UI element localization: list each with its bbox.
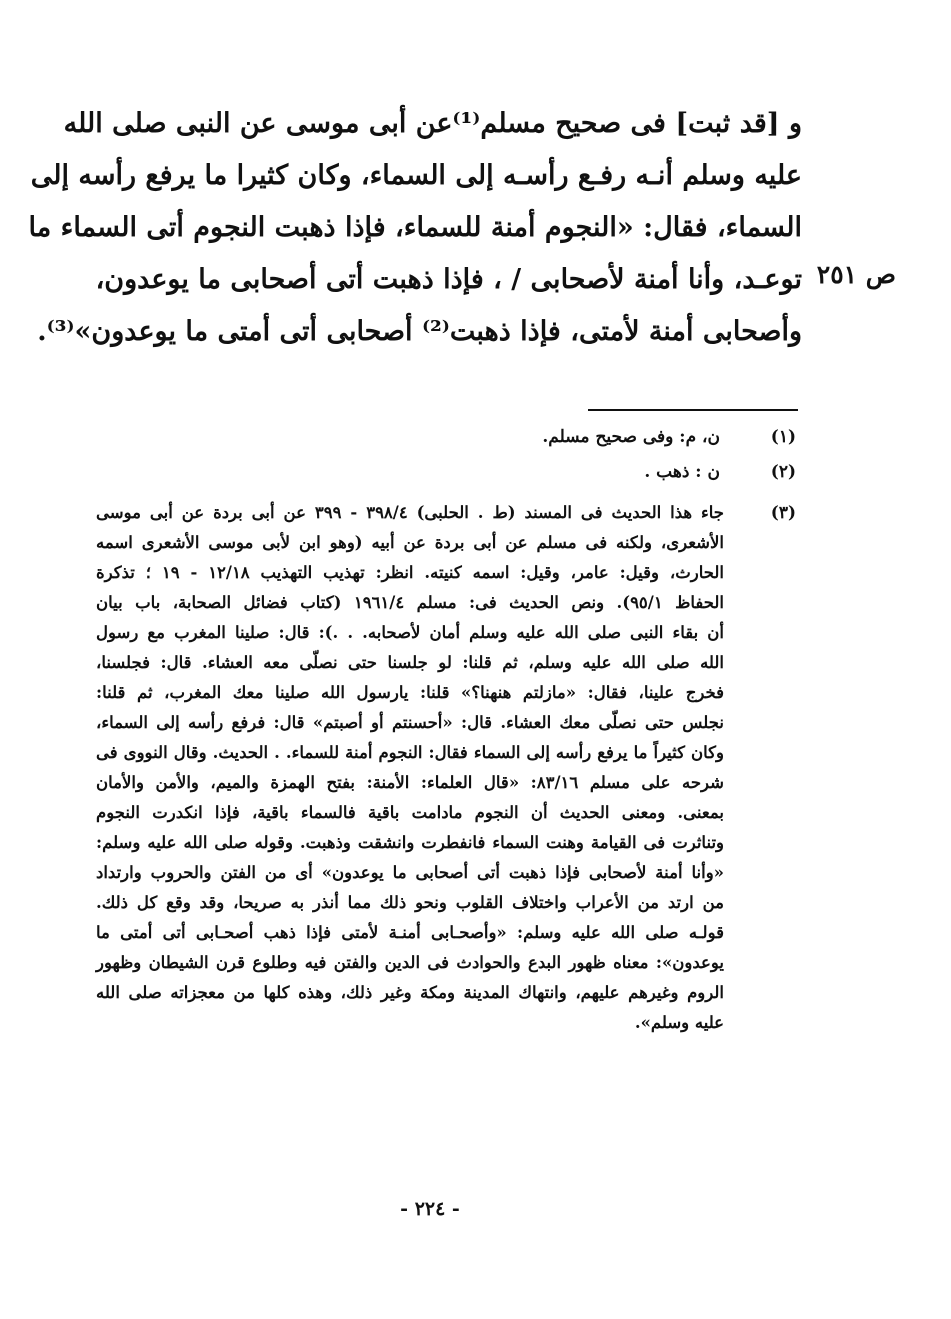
footnote-line: عليه وسلم». [634,1013,724,1032]
footnote-3-number: (٣) [770,503,796,523]
footnote-number: (١) [770,427,796,447]
footnote-line: بمعنى. ومعنى الحديث أن النجوم مادامت باقية فالسماء باقية، فإذا انكدرت النجوم [96,803,724,822]
footnote-line: فخرج علينا، فقال: «مازلتم هنهنا؟» قلنا: يارسول الله صلينا معك المغرب، ثم قلنا: [96,683,724,702]
main-text-line: توعـد، وأنا أمنة لأصحابى / ، فإذا ذهبت أتى أصحابى ما يوعدون، [95,264,802,295]
footnote-line: جاء هذا الحديث فى المسند (ط . الحلبى) ٣٩٨/٤ - ٣٩٩ عن أبى بردة عن أبى موسى [96,503,725,522]
main-text-block [28,98,802,358]
footnote-3 [96,498,724,1038]
main-text-line: و [قد ثبت] فى صحيح مسلم⁽¹⁾عن أبى موسى عن النبى صلى الله [63,108,802,139]
footnote-line: الحارث، وقيل: عامر، وقيل: اسمه كنيته. انظر: تهذيب التهذيب ١٢/١٨ - ١٩ ؛ تذكرة [96,563,725,582]
footnote-line: وكان كثيراً ما يرفع رأسه إلى السماء فقال: النجوم أمنة للسماء. . الحديث. وقال النووى فى [96,743,724,762]
footnote-line: «وأنا أمنة لأصحابى فإذا ذهبت أتى أصحابى ما يوعدون» أى من الفتن والحروب وارتداد [96,863,724,882]
page-number: - ٢٢٤ - [400,1198,460,1220]
footnote-line: وتناثرت فى القيامة وهنت السماء فانفطرت وانشقت وذهبت. وقوله صلى الله عليه وسلم: [96,833,724,852]
footnote-text: ن : ذهب . [644,462,720,482]
footnote-number: (٢) [770,462,796,482]
footnote-line: الأشعرى، ولكنه فى مسلم عن أبى بردة عن أبيه (وهو ابن لأبى موسى الأشعرى اسمه [96,533,724,552]
footnote-line: يوعدون»: معناه ظهور البدع والحوادث فى الدين والفتن فيه وطلوع قرن الشيطان وظهور [96,953,724,972]
footnote-line: نجلس حتى نصلّى معك العشاء. قال: «أحسنتم أو أصبتم» قال: فرفع رأسه إلى السماء، [96,713,724,732]
footnote-line: الروم وغيرهم عليهم، وانتهاك المدينة ومكة وغير ذلك، وهذه كلها من معجزاته صلى الله [96,983,724,1002]
main-text-line: السماء، فقال: «النجوم أمنة للسماء، فإذا ذهبت النجوم أتى السماء ما [28,212,802,243]
main-text-line: عليه وسلم أنـه رفـع رأسـه إلى السماء، وكان كثيرا ما يرفع رأسه إلى [30,160,802,191]
footnote-separator [588,409,798,411]
footnote-line: من ارتد من الأعراب واختلاف القلوب ونحو ذلك مما أنذر به صريحا، وقد وقع كل ذلك. [96,893,724,912]
footnote-line: الله صلى الله عليه وسلم، ثم قلنا: لو جلسنا حتى نصلّى معه العشاء. قال: فجلسنا، [96,653,724,672]
footnote-line: شرحه على مسلم ٨٣/١٦: «قال العلماء: الأمنة: بفتح الهمزة والميم، والأمن والأمان [96,773,724,792]
footnote-line: الحفاظ ٩٥/١). ونص الحديث فى: مسلم ١٩٦١/٤ (كتاب فضائل الصحابة، باب بيان [96,593,725,612]
footnote-line: قولـه صلى الله عليه وسلم: «وأصحـابى أمنـة لأمتى فإذا ذهب أصحـابى أتى أمتى ما [96,923,724,942]
margin-page-reference: ص ٢٥١ [816,260,896,289]
footnote-line: أن بقاء النبى صلى الله عليه وسلم أمان لأصحابه. . .): قال: صلينا المغرب مع رسول [96,623,724,642]
main-text-line: وأصحابى أمنة لأمتى، فإذا ذهبت⁽²⁾ أصحابى أتى أمتى ما يوعدون»⁽³⁾. [37,316,802,347]
footnote-text: ن، م: وفى صحيح مسلم. [542,427,720,447]
